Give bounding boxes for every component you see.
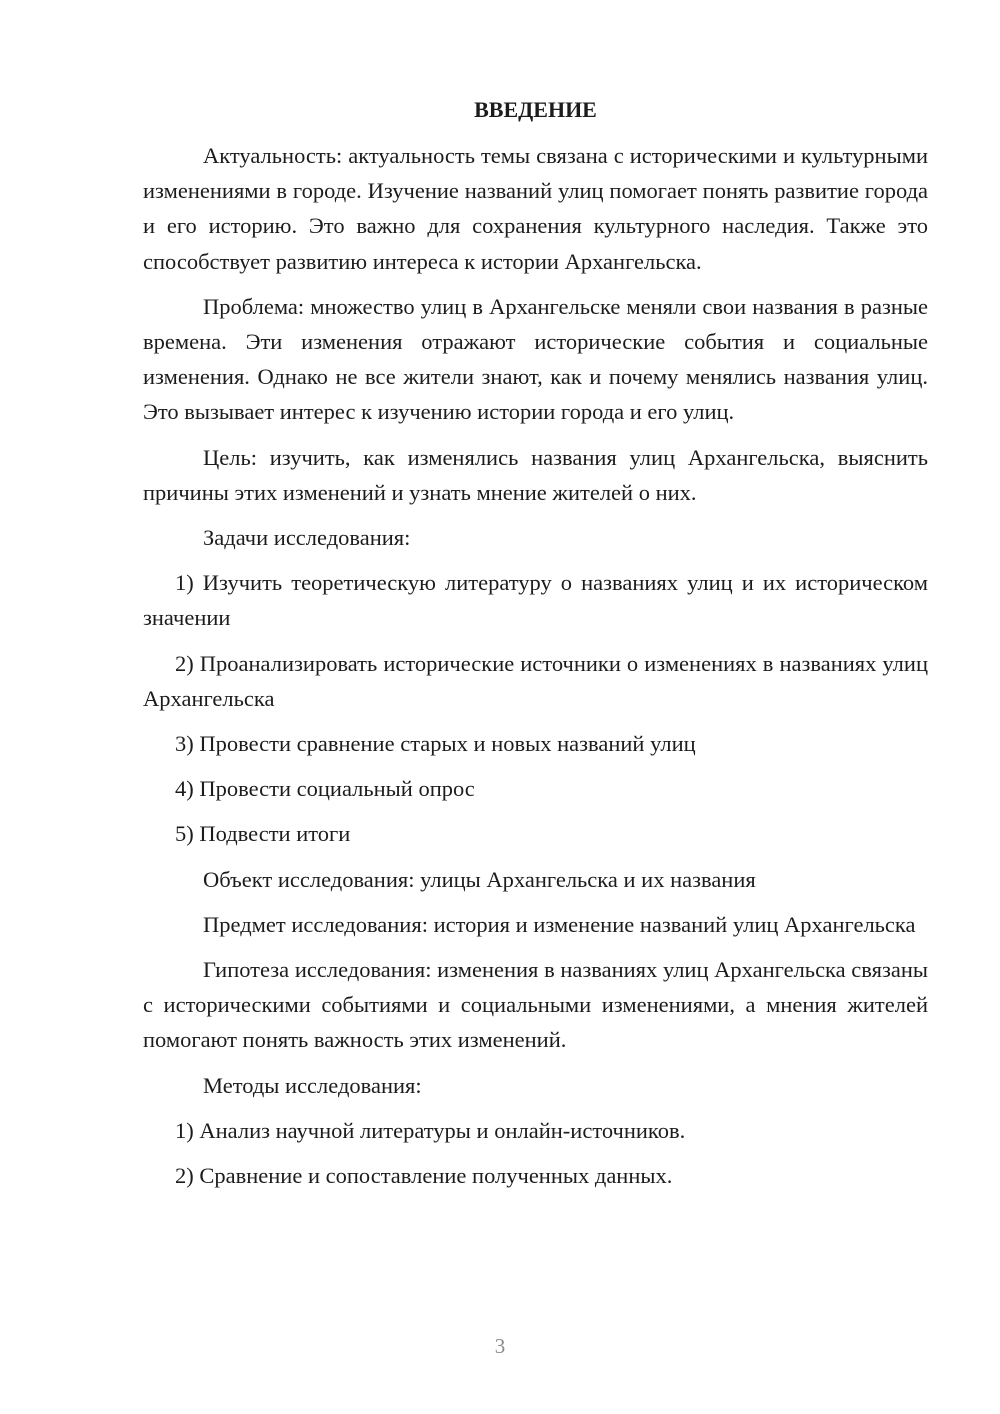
subject-paragraph: Предмет исследования: история и изменение названий улиц Архангельска [203, 911, 916, 937]
object-paragraph: Объект исследования: улицы Архангельска и их названия [203, 866, 756, 892]
task-item-1: 1) Изучить теоретическую литературу о названиях улиц и их историческом значении [143, 570, 928, 631]
tasks-title: Задачи исследования: [203, 525, 411, 551]
problem-paragraph: Проблема: множество улиц в Архангельске меняли свои названия в разные времена. Эти изменения отражают исторические события и социальные изменения. Однако не все жители знают, как и почему менялись названия улиц. Это вызывает интерес к изучению истории города и его улиц. [143, 293, 928, 425]
relevance-paragraph: Актуальность: актуальность темы связана с историческими и культурными изменениями в городе. Изучение названий улиц помогает понять развитие города и его историю. Это важно для сохранения культурного наследия. Также это способствует развитию интереса к истории Архангельска. [143, 143, 928, 274]
goal-paragraph: Цель: изучить, как изменялись названия улиц Архангельска, выяснить причины этих изменений и узнать мнение жителей о них. [143, 444, 928, 505]
task-item-4: 4) Провести социальный опрос [175, 776, 475, 802]
page-number: 3 [494, 1334, 506, 1358]
task-item-2: 2) Проанализировать исторические источники о изменениях в названиях улиц Архангельска [143, 650, 928, 711]
hypothesis-paragraph: Гипотеза исследования: изменения в названиях улиц Архангельска связаны с историческими событиями и социальными изменениями, а мнения жителей помогают понять важность этих изменений. [143, 957, 928, 1053]
methods-title: Методы исследования: [203, 1072, 422, 1098]
section-heading: ВВЕДЕНИЕ [474, 97, 597, 122]
task-item-3: 3) Провести сравнение старых и новых названий улиц [175, 731, 696, 757]
page-content [143, 92, 928, 1193]
task-item-5: 5) Подвести итоги [175, 821, 351, 847]
method-item-2: 2) Сравнение и сопоставление полученных данных. [175, 1163, 673, 1189]
method-item-1: 1) Анализ научной литературы и онлайн-источников. [175, 1117, 686, 1143]
